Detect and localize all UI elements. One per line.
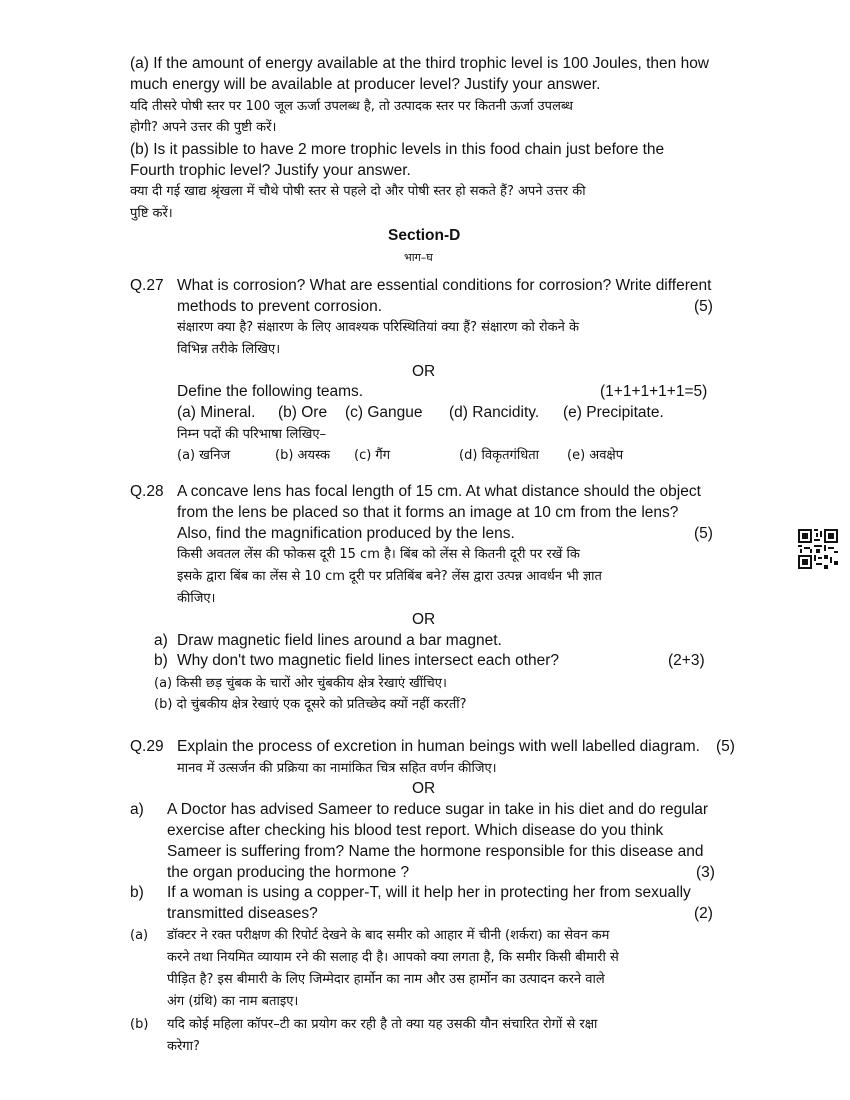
- q27-or: OR: [412, 363, 436, 380]
- q29-a-en-line3: Sameer is suffering from? Name the hormone responsible for this disease and: [167, 843, 704, 860]
- q28-marks: (5): [694, 525, 713, 542]
- q27-alt-hi: निम्न पदों की परिभाषा लिखिए–: [177, 427, 327, 442]
- q27-hi-line1: संक्षारण क्या है? संक्षारण के लिए आवश्यक परिस्थितियां क्या हैं? संक्षारण को रोकने के: [177, 320, 579, 335]
- q29-b-en-line1: If a woman is using a copper-T, will it help her in protecting her from sexually: [167, 884, 691, 901]
- q26-a-en-line2: much energy will be available at producer level? Justify your answer.: [130, 76, 601, 93]
- q28-a-en: Draw magnetic field lines around a bar magnet.: [177, 632, 502, 649]
- q27-term-hi-a: (a) खनिज: [177, 448, 231, 463]
- q29-hindi-a-line2: करने तथा नियमित व्यायाम रने की सलाह दी है। आपको क्या लगता है, कि समीर किसी बीमारी से: [167, 950, 619, 965]
- q29-a-en-line4: the organ producing the hormone ?: [167, 864, 410, 881]
- q26-b-en-line1: (b) Is it passible to have 2 more trophic levels in this food chain just before the: [130, 141, 665, 158]
- q29-a-en-line1: A Doctor has advised Sameer to reduce sugar in take in his diet and do regular: [167, 801, 709, 818]
- q29-b-marks: (2): [694, 905, 713, 922]
- q28-alt-marks: (2+3): [668, 652, 705, 669]
- q29-a-label: a): [130, 801, 144, 818]
- q28-en-line1: A concave lens has focal length of 15 cm. At what distance should the object: [177, 483, 701, 500]
- q27-term-en-d: (d) Rancidity.: [449, 404, 540, 421]
- section-title-hindi: भाग–घ: [404, 251, 433, 264]
- q27-term-hi-e: (e) अवक्षेप: [567, 448, 624, 463]
- q29-a-en-line2: exercise after checking his blood test report. Which disease do you think: [167, 822, 664, 839]
- q27-term-en-c: (c) Gangue: [345, 404, 423, 421]
- q27-alt-marks: (1+1+1+1+1=5): [600, 383, 708, 400]
- q28-hi-line3: कीजिए।: [177, 591, 216, 606]
- q29-b-label: b): [130, 884, 144, 901]
- q28-hi-line1: किसी अवतल लेंस की फोकस दूरी 15 cm है। बिंब को लेंस से कितनी दूरी पर रखें कि: [177, 547, 580, 562]
- q27-term-en-e: (e) Precipitate.: [563, 404, 664, 421]
- q29-number: Q.29: [130, 738, 164, 755]
- q27-hi-line2: विभिन्न तरीके लिखिए।: [177, 342, 281, 357]
- q29-hindi-a-label: (a): [130, 928, 149, 943]
- q27-term-en-a: (a) Mineral.: [177, 404, 256, 421]
- q26-a-hi-line1: यदि तीसरे पोषी स्तर पर 100 जूल ऊर्जा उपलब्ध है, तो उत्पादक स्तर पर कितनी ऊर्जा उपलब्ध: [130, 99, 573, 114]
- q29-hindi-a-line3: पीड़ित है? इस बीमारी के लिए जिम्मेदार हार्मोन का नाम और उस हार्मोन का उत्पादन करने वाले: [167, 972, 605, 987]
- q29-hindi-b-line1: यदि कोई महिला कॉपर–टी का प्रयोग कर रही है तो क्या यह उसकी यौन संचारित रोगों से रक्षा: [167, 1017, 598, 1032]
- q28-b-hi: (b) दो चुंबकीय क्षेत्र रेखाएं एक दूसरे को प्रतिच्छेद क्यों नहीं करतीं?: [154, 697, 467, 712]
- q29-b-en-line2: transmitted diseases?: [167, 905, 318, 922]
- q28-en-line3: Also, find the magnification produced by the lens.: [177, 525, 515, 542]
- q28-b-en: Why don't two magnetic field lines intersect each other?: [177, 652, 560, 669]
- q28-en-line2: from the lens be placed so that it forms an image at 10 cm from the lens?: [177, 504, 679, 521]
- q26-a-hi-line2: होगी? अपने उत्तर की पुष्टी करें।: [130, 120, 277, 135]
- q29-hindi-a-line1: डॉक्टर ने रक्त परीक्षण की रिपोर्ट देखने के बाद समीर को आहार में चीनी (शर्करा) का सेवन कम: [167, 928, 610, 943]
- q29-hi-line1: मानव में उत्सर्जन की प्रक्रिया का नामांकित चित्र सहित वर्णन कीजिए।: [177, 761, 497, 776]
- q27-alt-en: Define the following teams.: [177, 383, 364, 400]
- q29-a-marks: (3): [696, 864, 715, 881]
- q28-or: OR: [412, 611, 436, 628]
- qr-code-icon: [798, 529, 838, 569]
- q26-a-en-line1: (a) If the amount of energy available at the third trophic level is 100 Joules, then how: [130, 55, 710, 72]
- q29-en-line1: Explain the process of excretion in human beings with well labelled diagram.: [177, 738, 700, 755]
- q27-term-en-b: (b) Ore: [278, 404, 328, 421]
- q26-b-en-line2: Fourth trophic level? Justify your answer.: [130, 162, 411, 179]
- q26-b-hi-line2: पुष्टि करें।: [130, 206, 173, 221]
- q27-number: Q.27: [130, 277, 164, 294]
- q29-hindi-b-line2: करेगा?: [167, 1039, 200, 1054]
- q27-term-hi-c: (c) गैंग: [354, 448, 391, 463]
- q28-hi-line2: इसके द्वारा बिंब का लेंस से 10 cm दूरी पर प्रतिबिंब बने? लेंस द्वारा उत्पन्न आवर्धन भी ज्ञात: [177, 569, 602, 584]
- q26-b-hi-line1: क्या दी गई खाद्य श्रृंखला में चौथे पोषी स्तर से पहले दो और पोषी स्तर हो सकते हैं? अपने उत्तर की: [130, 184, 586, 199]
- q28-a-label: a): [154, 632, 168, 649]
- q27-term-hi-d: (d) विकृतगंधिता: [459, 448, 539, 463]
- q29-hindi-b-label: (b): [130, 1017, 149, 1032]
- q29-hindi-a-line4: अंग (ग्रंथि) का नाम बताइए।: [167, 994, 299, 1009]
- section-title: Section-D: [388, 227, 461, 244]
- q28-number: Q.28: [130, 483, 164, 500]
- q29-or: OR: [412, 780, 436, 797]
- q27-marks: (5): [694, 298, 713, 315]
- q29-marks: (5): [716, 738, 735, 755]
- q27-term-hi-b: (b) अयस्क: [275, 448, 331, 463]
- q27-en-line2: methods to prevent corrosion.: [177, 298, 383, 315]
- q27-en-line1: What is corrosion? What are essential conditions for corrosion? Write different: [177, 277, 712, 294]
- q28-b-label: b): [154, 652, 168, 669]
- q28-a-hi: (a) किसी छड़ चुंबक के चारों ओर चुंबकीय क्षेत्र रेखाएं खींचिए।: [154, 676, 447, 691]
